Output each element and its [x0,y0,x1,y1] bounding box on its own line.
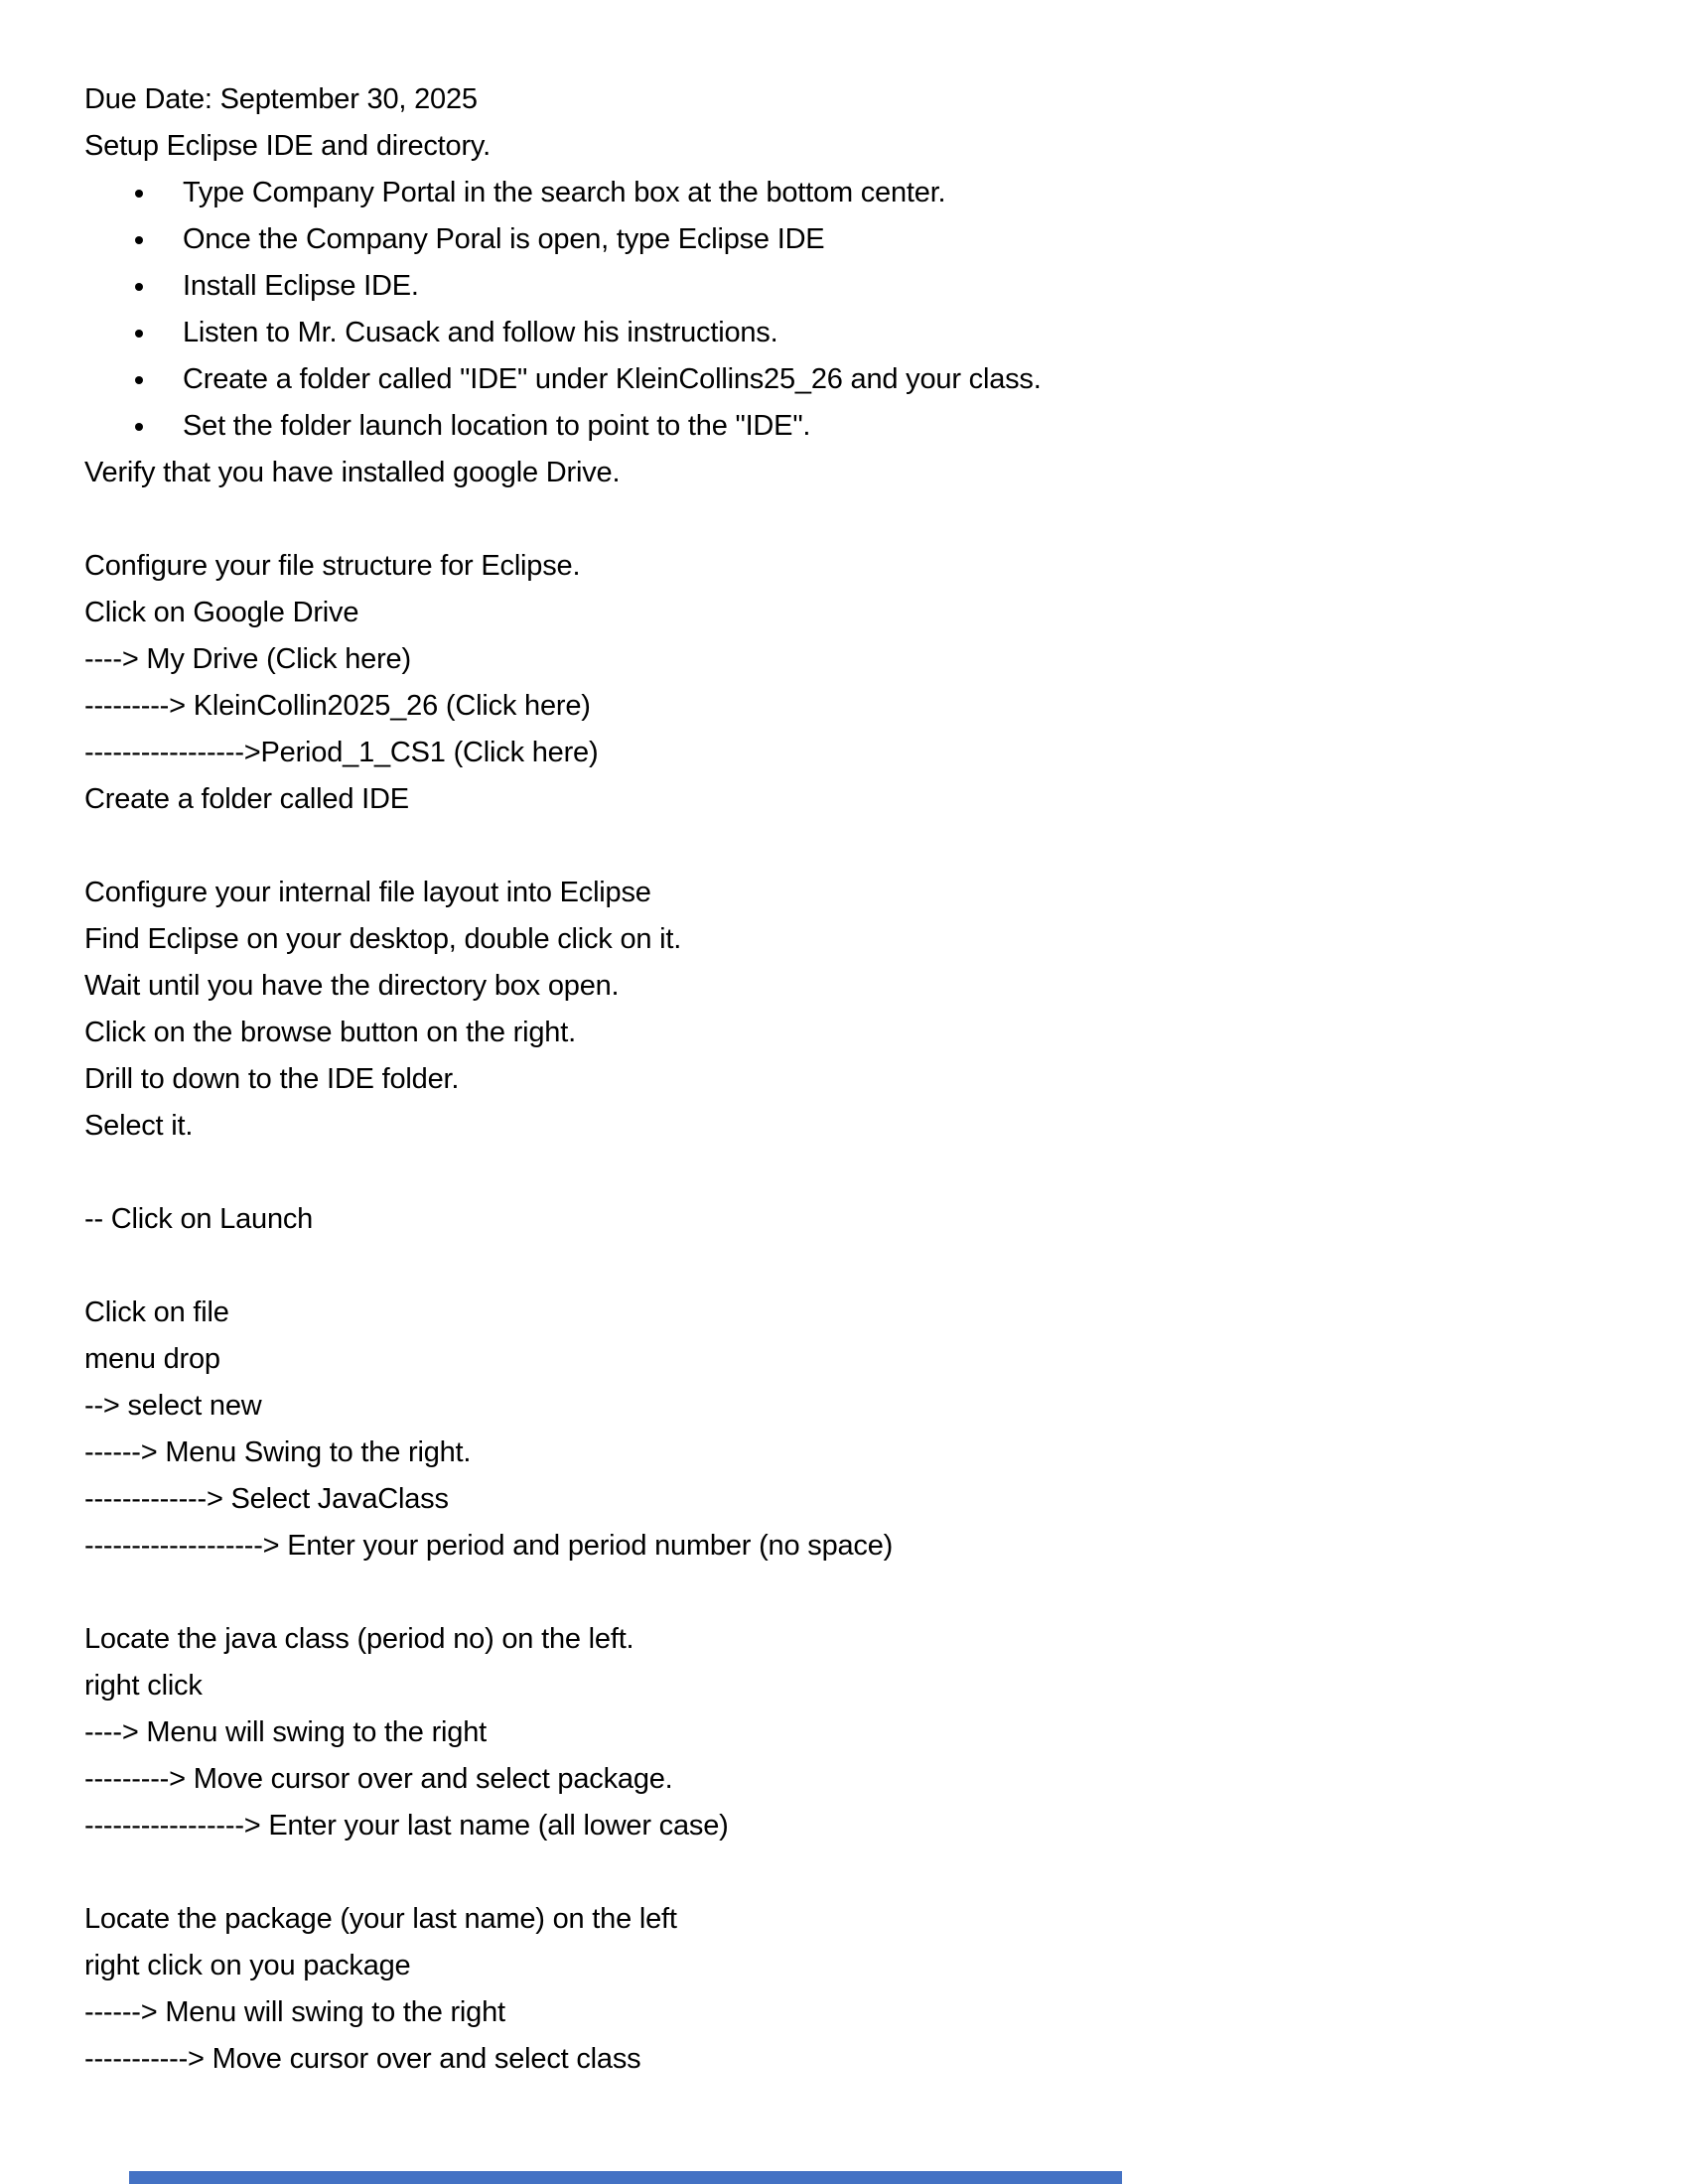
doc-line: ------> Menu Swing to the right. [84,1436,472,1468]
doc-line [84,356,1643,403]
doc-line: -----------------> Enter your last name (all lower case) [84,1810,729,1842]
doc-line [84,1243,1643,1290]
doc-line: menu drop [84,1343,220,1375]
doc-line: right click on you package [84,1950,411,1981]
doc-line: ----> My Drive (Click here) [84,643,411,675]
doc-line [84,1849,1643,1896]
doc-line [84,1150,1643,1196]
bullet-icon [135,283,143,291]
doc-line: Select it. [84,1110,194,1142]
doc-line: right click [84,1670,203,1702]
doc-line [84,403,1643,450]
doc-line-label: Create a folder called "IDE" under KleinCollins25_26 and your class. [183,363,1042,395]
doc-line: ---------> Move cursor over and select package. [84,1763,673,1795]
doc-line: Drill to down to the IDE folder. [84,1063,460,1095]
doc-line: ----> Menu will swing to the right [84,1716,487,1748]
doc-line [84,823,1643,870]
doc-line: ---------> KleinCollin2025_26 (Click here) [84,690,591,722]
doc-line: Click on file [84,1297,229,1328]
doc-line: Setup Eclipse IDE and directory. [84,130,491,162]
doc-line [84,170,1643,216]
bullet-icon [135,236,143,244]
document-body [84,76,1643,2083]
doc-line-label: Set the folder launch location to point to the "IDE". [183,410,811,442]
doc-line: Verify that you have installed google Drive. [84,457,621,488]
doc-line: Locate the java class (period no) on the left. [84,1623,634,1655]
doc-line: Create a folder called IDE [84,783,409,815]
doc-line: ------> Menu will swing to the right [84,1996,505,2028]
doc-line: Locate the package (your last name) on the left [84,1903,677,1935]
doc-line: ----------------->Period_1_CS1 (Click here) [84,737,599,768]
doc-line [84,1570,1643,1616]
doc-line: -- Click on Launch [84,1203,314,1235]
doc-line: Click on Google Drive [84,597,359,628]
doc-line: -------------> Select JavaClass [84,1483,449,1515]
doc-line: -----------> Move cursor over and select class [84,2043,641,2075]
doc-line [84,263,1643,310]
doc-line: Due Date: September 30, 2025 [84,83,478,115]
cutoff-blue-bar [129,2171,1122,2184]
bullet-icon [135,190,143,198]
doc-line-label: Type Company Portal in the search box at the bottom center. [183,177,946,208]
doc-line: Configure your file structure for Eclipse. [84,550,581,582]
doc-line [84,216,1643,263]
doc-line: --> select new [84,1390,262,1422]
bullet-icon [135,423,143,431]
doc-line [84,310,1643,356]
bullet-icon [135,330,143,338]
doc-line-label: Install Eclipse IDE. [183,270,419,302]
doc-line-label: Listen to Mr. Cusack and follow his instructions. [183,317,778,348]
bullet-icon [135,376,143,384]
doc-line: Click on the browse button on the right. [84,1017,576,1048]
doc-line: -------------------> Enter your period and period number (no space) [84,1530,894,1562]
doc-line: Wait until you have the directory box open. [84,970,620,1002]
doc-line: Find Eclipse on your desktop, double click on it. [84,923,682,955]
doc-line-label: Once the Company Poral is open, type Eclipse IDE [183,223,825,255]
doc-line: Configure your internal file layout into Eclipse [84,877,651,908]
doc-line [84,496,1643,543]
